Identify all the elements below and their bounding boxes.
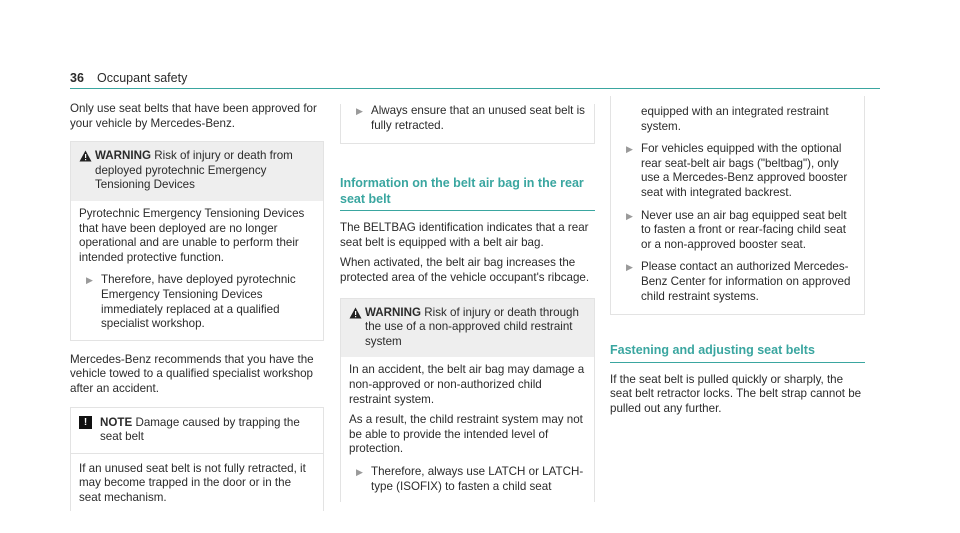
section-title-beltbag: Information on the belt air bag in the rear seat belt <box>340 176 595 211</box>
list-item: ▶ Always ensure that an unused seat belt is fully retracted. <box>349 104 586 133</box>
note-title: Damage caused by trapping the seat belt <box>100 415 300 444</box>
recommendation-paragraph: Mercedes-Benz recommends that you have the vehicle towed to a qualified specialist workshop after an accident. <box>70 352 314 395</box>
intro-paragraph: Only use seat belts that have been approved for your vehicle by Mercedes-Benz. <box>70 102 317 130</box>
column-2 <box>340 96 595 502</box>
header-rule <box>70 88 880 89</box>
list-item: ▶ Therefore, always use LATCH or LATCH-type (ISOFIX) to fasten a child seat <box>349 465 586 494</box>
note-keyword: NOTE <box>100 415 133 429</box>
arrow-bullet-icon: ▶ <box>626 144 633 155</box>
arrow-bullet-icon: ▶ <box>86 275 93 286</box>
warning-body: Pyrotechnic Emergency Tensioning Devices that have been deployed are no longer operational and are unable to perform their intended protective function. <box>79 206 305 264</box>
continued-warning <box>610 96 865 315</box>
note-body: If an unused seat belt is not fully retracted, it may become trapped in the door or in the seat mechanism. <box>79 461 306 504</box>
warning-keyword: WARNING <box>365 305 422 319</box>
beltbag-paragraph-1: The BELTBAG identification indicates that a rear seat belt is equipped with a belt air bag. <box>340 221 589 249</box>
warning-box-tensioners <box>70 141 324 341</box>
exclamation-icon: ! <box>79 416 92 429</box>
column-1 <box>70 102 324 511</box>
arrow-bullet-icon: ▶ <box>626 210 633 221</box>
arrow-bullet-icon: ▶ <box>626 262 633 273</box>
page-number: 36 <box>70 71 84 85</box>
continued-text: equipped with an integrated restraint system. <box>641 105 829 133</box>
running-title: Occupant safety <box>97 71 188 85</box>
fastening-paragraph: If the seat belt is pulled quickly or sharply, the seat belt retractor locks. The belt strap cannot be pulled out any further. <box>610 372 862 415</box>
warning-body-1: In an accident, the belt air bag may damage a non-approved or non-authorized child restraint system. <box>349 363 585 406</box>
warning-title: Risk of injury or death from deployed pyrotechnic Emergency Tensioning Devices <box>95 149 293 192</box>
warning-keyword: WARNING <box>95 149 152 163</box>
warning-box-child-restraint <box>340 298 595 503</box>
warning-header <box>71 142 323 201</box>
warning-triangle-icon <box>79 150 95 193</box>
note-header <box>71 408 323 454</box>
list-item: ▶ For vehicles equipped with the optional rear seat-belt air bags ("beltbag"), only use a Mercedes-Benz approved booster seat with integrated backrest. <box>619 142 856 200</box>
note-box <box>70 407 324 512</box>
warning-header <box>341 299 594 358</box>
beltbag-paragraph-2: When activated, the belt air bag increases the protected area of the vehicle occupant's ribcage. <box>340 256 590 284</box>
list-item: ▶ Therefore, have deployed pyrotechnic Emergency Tensioning Devices immediately replaced at a qualified specialist workshop. <box>79 273 315 331</box>
section-title-fastening: Fastening and adjusting seat belts <box>610 343 865 363</box>
list-item: ▶ Never use an air bag equipped seat belt to fasten a front or rear-facing child seat or a non-approved booster seat. <box>619 209 856 253</box>
continued-warning <box>340 104 595 144</box>
arrow-bullet-icon: ▶ <box>356 466 363 477</box>
column-3 <box>610 96 865 422</box>
warning-body-2: As a result, the child restraint system may not be able to provide the intended level of protection. <box>349 413 583 456</box>
warning-title: Risk of injury or death through the use of a non-approved child restraint system <box>365 305 579 348</box>
warning-triangle-icon <box>349 307 365 350</box>
arrow-bullet-icon: ▶ <box>356 106 363 116</box>
list-item: ▶ Please contact an authorized Mercedes-Benz Center for information on approved child restraint systems. <box>619 260 856 304</box>
